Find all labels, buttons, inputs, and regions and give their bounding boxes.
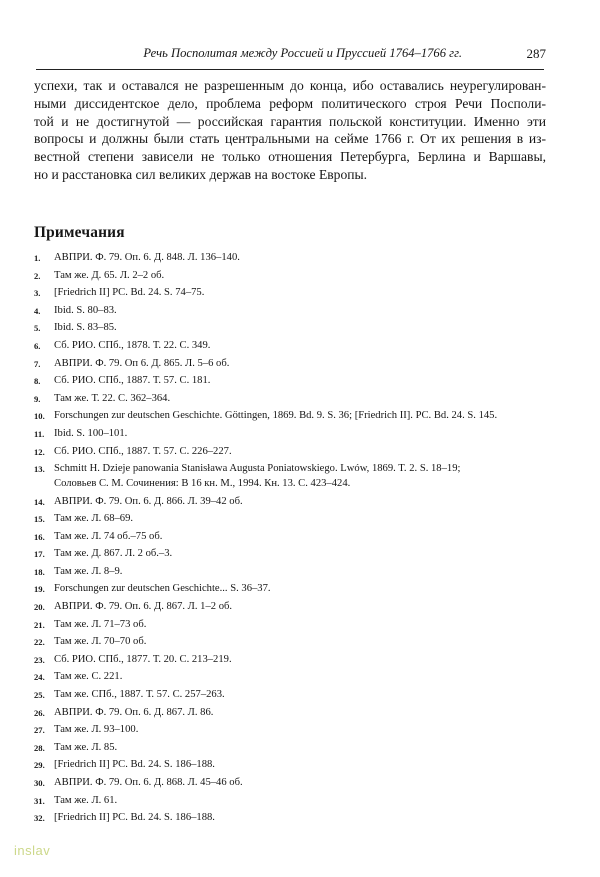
note-item [34, 775, 550, 793]
body-paragraph [34, 77, 546, 184]
note-item [34, 757, 550, 775]
note-number: 6. [34, 340, 41, 351]
note-item [34, 810, 550, 828]
note-item [34, 669, 550, 687]
note-number: 16. [34, 531, 45, 542]
note-number: 14. [34, 496, 45, 507]
note-text: Там же. Л. 61. [54, 794, 118, 806]
note-number: 20. [34, 602, 45, 613]
note-item [34, 652, 550, 670]
note-number: 12. [34, 446, 45, 457]
note-number: 11. [34, 428, 45, 439]
note-number: 32. [34, 813, 45, 824]
note-text: Там же. Л. 8–9. [54, 565, 123, 577]
note-text: Там же. Л. 85. [54, 741, 118, 753]
body-line: той и не достигнутой — российская гарантия польской конституции. Именно эти [34, 113, 546, 129]
running-header [34, 44, 546, 64]
note-item [34, 320, 550, 338]
note-text: АВПРИ. Ф. 79. Оп. 6. Д. 868. Л. 45–46 об. [54, 777, 243, 789]
note-text: Сб. РИО. СПб., 1878. Т. 22. С. 349. [54, 339, 211, 351]
note-text: Там же. С. 221. [54, 671, 123, 683]
body-line: вестной степени зависели не только отношения Петербурга, Берлина и Варшавы, [34, 149, 546, 165]
note-number: 28. [34, 742, 45, 753]
note-number: 29. [34, 760, 45, 771]
body-line: вопросы и должны были стать центральными на сейме 1766 г. От их решения в из- [34, 131, 546, 147]
note-text: АВПРИ. Ф. 79. Оп. 6. Д. 866. Л. 39–42 об. [54, 495, 243, 507]
note-number: 13. [34, 464, 45, 475]
note-text-line: Schmitt H. Dzieje panowania Stanisława Augusta Poniatowskiego. Lwów, 1869. T. 2. S. 18–19; [54, 463, 461, 475]
note-text: Forschungen zur deutschen Geschichte... S. 36–37. [54, 583, 271, 595]
note-text: Сб. РИО. СПб., 1887. Т. 57. С. 226–227. [54, 445, 232, 457]
note-item [34, 303, 550, 321]
note-item [34, 461, 550, 493]
note-text: [Friedrich II] PC. Bd. 24. S. 186–188. [54, 759, 215, 771]
note-item [34, 634, 550, 652]
note-item [34, 373, 550, 391]
note-number: 30. [34, 778, 45, 789]
note-text: АВПРИ. Ф. 79. Оп. 6. Д. 867. Л. 86. [54, 706, 214, 718]
note-number: 1. [34, 253, 41, 263]
page-number: 287 [526, 46, 546, 61]
note-number: 5. [34, 323, 41, 334]
note-text: Там же. Д. 65. Л. 2–2 об. [54, 269, 165, 281]
note-item [34, 546, 550, 564]
note-item [34, 338, 550, 356]
note-item [34, 511, 550, 529]
note-text: Там же. Д. 867. Л. 2 об.–3. [54, 548, 173, 560]
body-line: ными диссидентское дело, проблема реформ политического строя Речи Посполи- [34, 95, 546, 111]
note-text: Там же. СПб., 1887. Т. 57. С. 257–263. [54, 689, 225, 701]
note-number: 23. [34, 654, 45, 665]
note-number: 22. [34, 637, 45, 648]
note-number: 9. [34, 393, 41, 404]
note-number: 19. [34, 584, 45, 595]
note-item [34, 740, 550, 758]
note-text: Ibid. S. 83–85. [54, 322, 117, 334]
note-number: 3. [34, 288, 41, 299]
note-item [34, 391, 550, 409]
note-item [34, 564, 550, 582]
note-text: Там же. Л. 74 об.–75 об. [54, 530, 163, 542]
notes-list [34, 250, 550, 828]
note-number: 4. [34, 305, 41, 316]
note-item [34, 444, 550, 462]
note-item [34, 494, 550, 512]
note-item [34, 581, 550, 599]
note-text-line: Соловьев С. М. Сочинения: В 16 кн. М., 1994. Кн. 13. С. 423–424. [54, 478, 351, 490]
note-item [34, 250, 550, 268]
note-number: 24. [34, 672, 45, 683]
note-item [34, 793, 550, 811]
note-text: АВПРИ. Ф. 79. Оп 6. Д. 865. Л. 5–6 об. [54, 357, 230, 369]
body-line: но и расстановка сил великих держав на востоке Европы. [34, 166, 368, 182]
note-text [54, 461, 550, 491]
note-number: 27. [34, 725, 45, 736]
note-number: 8. [34, 376, 41, 387]
body-line: успехи, так и оставался не разрешенным до конца, ибо оставались неурегулирован- [34, 78, 546, 93]
header-rule [36, 69, 544, 70]
note-number: 25. [34, 690, 45, 701]
note-item [34, 268, 550, 286]
note-number: 2. [34, 270, 41, 281]
note-text: [Friedrich II] PC. Bd. 24. S. 186–188. [54, 812, 215, 824]
note-number: 17. [34, 549, 45, 560]
note-number: 18. [34, 566, 45, 577]
note-text: Там же. Л. 93–100. [54, 724, 139, 736]
note-number: 21. [34, 619, 45, 630]
note-text: [Friedrich II] PC. Bd. 24. S. 74–75. [54, 287, 205, 299]
note-number: 26. [34, 707, 45, 718]
note-item [34, 529, 550, 547]
note-text: Ibid. S. 100–101. [54, 427, 128, 439]
note-text: АВПРИ. Ф. 79. Оп. 6. Д. 867. Л. 1–2 об. [54, 601, 233, 613]
note-number: 15. [34, 514, 45, 525]
note-item [34, 285, 550, 303]
note-item [34, 687, 550, 705]
note-item [34, 408, 550, 426]
note-text: Там же. Л. 71–73 об. [54, 618, 147, 630]
note-item [34, 617, 550, 635]
note-text: Там же. Л. 70–70 об. [54, 636, 147, 648]
watermark: inslav [14, 843, 51, 858]
note-text: Сб. РИО. СПб., 1887. Т. 57. С. 181. [54, 375, 211, 387]
note-item [34, 426, 550, 444]
note-item [34, 356, 550, 374]
note-item [34, 705, 550, 723]
note-text: АВПРИ. Ф. 79. Оп. 6. Д. 848. Л. 136–140. [54, 252, 240, 263]
note-text: Там же. Т. 22. С. 362–364. [54, 392, 171, 404]
running-header-title: Речь Посполитая между Россией и Пруссией 1764–1766 гг. [143, 46, 462, 60]
note-number: 31. [34, 795, 45, 806]
note-text: Forschungen zur deutschen Geschichte. Göttingen, 1869. Bd. 9. S. 36; [Friedrich II]. PC. Bd. 24. S. 145. [54, 410, 498, 422]
note-number: 10. [34, 411, 45, 422]
note-text: Ibid. S. 80–83. [54, 304, 117, 316]
notes-heading: Примечания [34, 224, 125, 241]
note-number: 7. [34, 358, 41, 369]
note-item [34, 722, 550, 740]
note-item [34, 599, 550, 617]
note-text: Там же. Л. 68–69. [54, 513, 134, 525]
note-text: Сб. РИО. СПб., 1877. Т. 20. С. 213–219. [54, 653, 232, 665]
